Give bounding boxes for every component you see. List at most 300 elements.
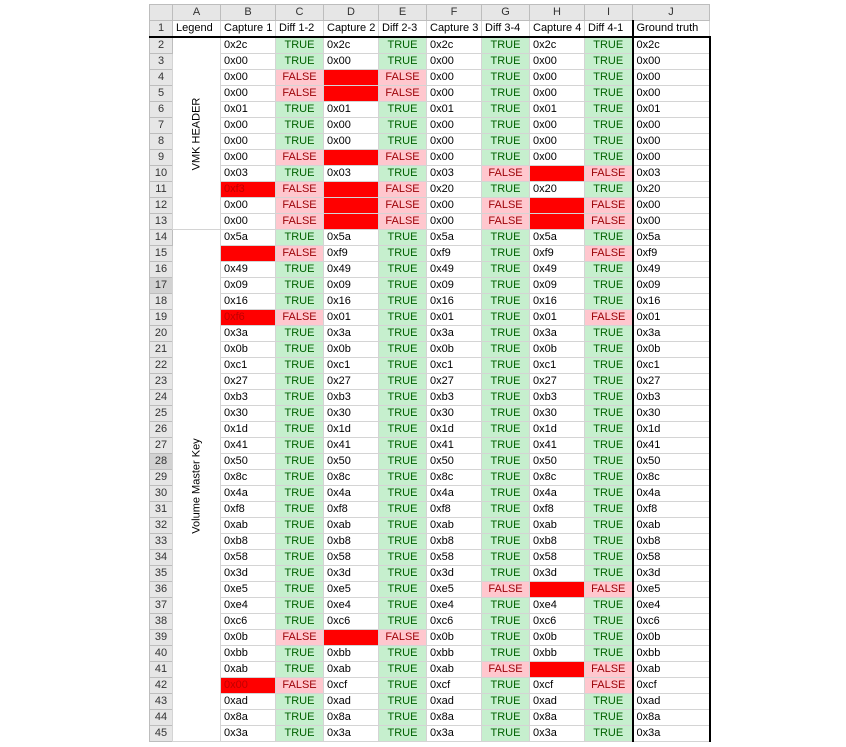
row-number[interactable]: 23 — [150, 374, 173, 390]
capture-4-cell[interactable]: 0x49 — [530, 262, 585, 278]
capture-3-cell[interactable]: 0xad — [427, 694, 482, 710]
diff-1-2-cell[interactable]: TRUE — [276, 294, 324, 310]
column-header[interactable]: E — [379, 5, 427, 21]
diff-2-3-cell[interactable]: TRUE — [379, 438, 427, 454]
capture-4-cell[interactable]: 0xbb — [530, 646, 585, 662]
row-number[interactable]: 5 — [150, 86, 173, 102]
diff-1-2-cell[interactable]: TRUE — [276, 710, 324, 726]
diff-4-1-cell[interactable]: TRUE — [585, 630, 633, 646]
diff-2-3-cell[interactable]: TRUE — [379, 678, 427, 694]
ground-truth-cell[interactable]: 0xc1 — [633, 358, 710, 374]
diff-3-4-cell[interactable]: TRUE — [482, 566, 530, 582]
header-cell-capture-4[interactable]: Capture 4 — [530, 21, 585, 38]
diff-4-1-cell[interactable]: TRUE — [585, 294, 633, 310]
capture-2-cell[interactable]: 0xb8 — [324, 534, 379, 550]
row-number[interactable]: 8 — [150, 134, 173, 150]
diff-4-1-cell[interactable]: TRUE — [585, 358, 633, 374]
diff-4-1-cell[interactable]: FALSE — [585, 582, 633, 598]
ground-truth-cell[interactable]: 0x00 — [633, 150, 710, 166]
capture-3-cell[interactable]: 0x3d — [427, 566, 482, 582]
capture-4-cell[interactable]: 0x41 — [530, 438, 585, 454]
capture-3-cell[interactable]: 0x03 — [427, 166, 482, 182]
diff-4-1-cell[interactable]: TRUE — [585, 230, 633, 246]
diff-4-1-cell[interactable]: FALSE — [585, 214, 633, 230]
capture-2-cell[interactable]: 0xb3 — [324, 390, 379, 406]
capture-3-cell[interactable]: 0x50 — [427, 454, 482, 470]
row-number[interactable]: 32 — [150, 518, 173, 534]
capture-1-cell[interactable]: 0x00 — [221, 118, 276, 134]
capture-1-cell[interactable]: 0x49 — [221, 262, 276, 278]
ground-truth-cell[interactable]: 0x00 — [633, 198, 710, 214]
diff-3-4-cell[interactable]: TRUE — [482, 438, 530, 454]
capture-1-cell[interactable]: 0xab — [221, 518, 276, 534]
diff-3-4-cell[interactable]: TRUE — [482, 37, 530, 54]
capture-2-cell[interactable] — [324, 86, 379, 102]
ground-truth-cell[interactable]: 0x0b — [633, 630, 710, 646]
diff-2-3-cell[interactable]: TRUE — [379, 614, 427, 630]
row-number[interactable]: 41 — [150, 662, 173, 678]
ground-truth-cell[interactable]: 0x09 — [633, 278, 710, 294]
row-number[interactable]: 37 — [150, 598, 173, 614]
diff-4-1-cell[interactable]: TRUE — [585, 614, 633, 630]
ground-truth-cell[interactable]: 0x3d — [633, 566, 710, 582]
capture-3-cell[interactable]: 0x41 — [427, 438, 482, 454]
diff-3-4-cell[interactable]: TRUE — [482, 726, 530, 742]
diff-2-3-cell[interactable]: TRUE — [379, 550, 427, 566]
capture-2-cell[interactable]: 0x09 — [324, 278, 379, 294]
capture-2-cell[interactable]: 0x00 — [324, 118, 379, 134]
capture-2-cell[interactable]: 0xcf — [324, 678, 379, 694]
diff-4-1-cell[interactable]: TRUE — [585, 454, 633, 470]
capture-4-cell[interactable]: 0x2c — [530, 37, 585, 54]
header-cell-legend[interactable]: Legend — [173, 21, 221, 38]
capture-2-cell[interactable]: 0xc1 — [324, 358, 379, 374]
capture-4-cell[interactable]: 0x1d — [530, 422, 585, 438]
capture-4-cell[interactable]: 0x30 — [530, 406, 585, 422]
capture-1-cell[interactable]: 0x50 — [221, 454, 276, 470]
diff-3-4-cell[interactable]: TRUE — [482, 550, 530, 566]
column-header[interactable]: H — [530, 5, 585, 21]
capture-1-cell[interactable]: 0x09 — [221, 278, 276, 294]
capture-1-cell[interactable]: 0x8a — [221, 710, 276, 726]
capture-1-cell[interactable]: 0xc1 — [221, 358, 276, 374]
capture-3-cell[interactable]: 0x8c — [427, 470, 482, 486]
diff-2-3-cell[interactable]: TRUE — [379, 566, 427, 582]
diff-4-1-cell[interactable]: TRUE — [585, 598, 633, 614]
diff-3-4-cell[interactable]: TRUE — [482, 710, 530, 726]
diff-1-2-cell[interactable]: TRUE — [276, 726, 324, 742]
capture-3-cell[interactable]: 0x00 — [427, 70, 482, 86]
capture-3-cell[interactable]: 0x00 — [427, 150, 482, 166]
row-number[interactable]: 9 — [150, 150, 173, 166]
capture-3-cell[interactable]: 0xf8 — [427, 502, 482, 518]
capture-3-cell[interactable]: 0x27 — [427, 374, 482, 390]
diff-4-1-cell[interactable]: FALSE — [585, 246, 633, 262]
diff-4-1-cell[interactable]: FALSE — [585, 166, 633, 182]
diff-4-1-cell[interactable]: FALSE — [585, 678, 633, 694]
row-number[interactable]: 43 — [150, 694, 173, 710]
capture-2-cell[interactable]: 0x2c — [324, 37, 379, 54]
capture-1-cell[interactable]: 0x3d — [221, 566, 276, 582]
ground-truth-cell[interactable]: 0x00 — [633, 134, 710, 150]
header-cell-diff-3-4[interactable]: Diff 3-4 — [482, 21, 530, 38]
capture-4-cell[interactable] — [530, 166, 585, 182]
diff-2-3-cell[interactable]: TRUE — [379, 406, 427, 422]
capture-3-cell[interactable]: 0x00 — [427, 214, 482, 230]
capture-1-cell[interactable]: 0xf6 — [221, 310, 276, 326]
capture-1-cell[interactable]: 0x0b — [221, 342, 276, 358]
diff-3-4-cell[interactable]: TRUE — [482, 310, 530, 326]
diff-4-1-cell[interactable]: TRUE — [585, 486, 633, 502]
capture-4-cell[interactable]: 0x00 — [530, 134, 585, 150]
diff-1-2-cell[interactable]: TRUE — [276, 262, 324, 278]
row-number[interactable]: 19 — [150, 310, 173, 326]
diff-4-1-cell[interactable]: TRUE — [585, 726, 633, 742]
ground-truth-cell[interactable]: 0xf9 — [633, 246, 710, 262]
row-number[interactable]: 18 — [150, 294, 173, 310]
diff-4-1-cell[interactable]: TRUE — [585, 694, 633, 710]
capture-2-cell[interactable] — [324, 630, 379, 646]
capture-2-cell[interactable]: 0x49 — [324, 262, 379, 278]
diff-4-1-cell[interactable]: TRUE — [585, 390, 633, 406]
diff-4-1-cell[interactable]: TRUE — [585, 150, 633, 166]
row-number[interactable]: 24 — [150, 390, 173, 406]
diff-1-2-cell[interactable]: TRUE — [276, 278, 324, 294]
capture-3-cell[interactable]: 0x5a — [427, 230, 482, 246]
capture-2-cell[interactable]: 0xab — [324, 518, 379, 534]
capture-4-cell[interactable]: 0x09 — [530, 278, 585, 294]
diff-1-2-cell[interactable]: TRUE — [276, 358, 324, 374]
diff-2-3-cell[interactable]: TRUE — [379, 166, 427, 182]
ground-truth-cell[interactable]: 0x5a — [633, 230, 710, 246]
capture-2-cell[interactable]: 0x3a — [324, 326, 379, 342]
capture-4-cell[interactable]: 0x0b — [530, 342, 585, 358]
diff-4-1-cell[interactable]: TRUE — [585, 70, 633, 86]
capture-4-cell[interactable]: 0x4a — [530, 486, 585, 502]
capture-2-cell[interactable]: 0xf9 — [324, 246, 379, 262]
capture-1-cell[interactable]: 0x00 — [221, 70, 276, 86]
diff-2-3-cell[interactable]: TRUE — [379, 118, 427, 134]
diff-3-4-cell[interactable]: TRUE — [482, 278, 530, 294]
diff-2-3-cell[interactable]: FALSE — [379, 70, 427, 86]
diff-1-2-cell[interactable]: TRUE — [276, 486, 324, 502]
row-number[interactable]: 4 — [150, 70, 173, 86]
row-number[interactable]: 11 — [150, 182, 173, 198]
row-number[interactable]: 26 — [150, 422, 173, 438]
diff-2-3-cell[interactable]: TRUE — [379, 582, 427, 598]
capture-1-cell[interactable]: 0x58 — [221, 550, 276, 566]
diff-4-1-cell[interactable]: TRUE — [585, 102, 633, 118]
diff-4-1-cell[interactable]: TRUE — [585, 118, 633, 134]
ground-truth-cell[interactable]: 0xb3 — [633, 390, 710, 406]
capture-1-cell[interactable]: 0xb3 — [221, 390, 276, 406]
row-number[interactable]: 31 — [150, 502, 173, 518]
diff-1-2-cell[interactable]: TRUE — [276, 342, 324, 358]
capture-3-cell[interactable]: 0xc1 — [427, 358, 482, 374]
diff-3-4-cell[interactable]: TRUE — [482, 358, 530, 374]
diff-3-4-cell[interactable]: TRUE — [482, 118, 530, 134]
capture-1-cell[interactable] — [221, 246, 276, 262]
diff-1-2-cell[interactable]: TRUE — [276, 54, 324, 70]
capture-1-cell[interactable]: 0x30 — [221, 406, 276, 422]
column-header[interactable]: A — [173, 5, 221, 21]
diff-4-1-cell[interactable]: TRUE — [585, 566, 633, 582]
capture-4-cell[interactable]: 0xcf — [530, 678, 585, 694]
diff-2-3-cell[interactable]: FALSE — [379, 630, 427, 646]
capture-3-cell[interactable]: 0xc6 — [427, 614, 482, 630]
row-number[interactable]: 40 — [150, 646, 173, 662]
ground-truth-cell[interactable]: 0x00 — [633, 86, 710, 102]
capture-1-cell[interactable]: 0x3a — [221, 326, 276, 342]
diff-4-1-cell[interactable]: TRUE — [585, 262, 633, 278]
row-number[interactable]: 27 — [150, 438, 173, 454]
row-number[interactable]: 29 — [150, 470, 173, 486]
ground-truth-cell[interactable]: 0x01 — [633, 310, 710, 326]
ground-truth-cell[interactable]: 0x00 — [633, 214, 710, 230]
column-header[interactable]: J — [633, 5, 710, 21]
capture-2-cell[interactable]: 0xf8 — [324, 502, 379, 518]
capture-3-cell[interactable]: 0x3a — [427, 326, 482, 342]
column-header[interactable]: B — [221, 5, 276, 21]
diff-2-3-cell[interactable]: TRUE — [379, 358, 427, 374]
diff-1-2-cell[interactable]: FALSE — [276, 678, 324, 694]
capture-2-cell[interactable]: 0xbb — [324, 646, 379, 662]
capture-4-cell[interactable]: 0x01 — [530, 310, 585, 326]
capture-3-cell[interactable]: 0x4a — [427, 486, 482, 502]
diff-2-3-cell[interactable]: TRUE — [379, 134, 427, 150]
capture-1-cell[interactable]: 0x00 — [221, 134, 276, 150]
capture-3-cell[interactable]: 0x30 — [427, 406, 482, 422]
diff-4-1-cell[interactable]: TRUE — [585, 422, 633, 438]
capture-4-cell[interactable]: 0x3a — [530, 326, 585, 342]
diff-4-1-cell[interactable]: TRUE — [585, 534, 633, 550]
diff-1-2-cell[interactable]: TRUE — [276, 134, 324, 150]
diff-4-1-cell[interactable]: TRUE — [585, 550, 633, 566]
capture-1-cell[interactable]: 0x41 — [221, 438, 276, 454]
diff-2-3-cell[interactable]: TRUE — [379, 390, 427, 406]
diff-3-4-cell[interactable]: TRUE — [482, 294, 530, 310]
diff-1-2-cell[interactable]: TRUE — [276, 406, 324, 422]
diff-2-3-cell[interactable]: TRUE — [379, 262, 427, 278]
diff-1-2-cell[interactable]: FALSE — [276, 70, 324, 86]
ground-truth-cell[interactable]: 0x3a — [633, 326, 710, 342]
capture-2-cell[interactable]: 0x16 — [324, 294, 379, 310]
diff-1-2-cell[interactable]: TRUE — [276, 454, 324, 470]
row-number[interactable]: 21 — [150, 342, 173, 358]
diff-3-4-cell[interactable]: TRUE — [482, 486, 530, 502]
capture-3-cell[interactable]: 0x20 — [427, 182, 482, 198]
diff-4-1-cell[interactable]: TRUE — [585, 502, 633, 518]
ground-truth-cell[interactable]: 0xab — [633, 518, 710, 534]
capture-3-cell[interactable]: 0x49 — [427, 262, 482, 278]
capture-2-cell[interactable] — [324, 214, 379, 230]
diff-2-3-cell[interactable]: TRUE — [379, 518, 427, 534]
ground-truth-cell[interactable]: 0x00 — [633, 54, 710, 70]
diff-2-3-cell[interactable]: TRUE — [379, 422, 427, 438]
capture-1-cell[interactable]: 0x00 — [221, 150, 276, 166]
ground-truth-cell[interactable]: 0x20 — [633, 182, 710, 198]
diff-2-3-cell[interactable]: FALSE — [379, 182, 427, 198]
capture-2-cell[interactable] — [324, 150, 379, 166]
header-cell-capture-2[interactable]: Capture 2 — [324, 21, 379, 38]
capture-4-cell[interactable]: 0x00 — [530, 70, 585, 86]
ground-truth-cell[interactable]: 0x0b — [633, 342, 710, 358]
capture-4-cell[interactable]: 0x8a — [530, 710, 585, 726]
diff-4-1-cell[interactable]: TRUE — [585, 470, 633, 486]
capture-4-cell[interactable]: 0xad — [530, 694, 585, 710]
legend-volume-master-key[interactable] — [173, 230, 221, 742]
capture-3-cell[interactable]: 0x00 — [427, 134, 482, 150]
capture-4-cell[interactable]: 0x00 — [530, 86, 585, 102]
capture-3-cell[interactable]: 0xb3 — [427, 390, 482, 406]
diff-1-2-cell[interactable]: FALSE — [276, 246, 324, 262]
diff-3-4-cell[interactable]: TRUE — [482, 134, 530, 150]
column-header[interactable]: F — [427, 5, 482, 21]
row-number[interactable]: 30 — [150, 486, 173, 502]
ground-truth-cell[interactable]: 0xb8 — [633, 534, 710, 550]
capture-1-cell[interactable]: 0x00 — [221, 54, 276, 70]
diff-1-2-cell[interactable]: TRUE — [276, 230, 324, 246]
capture-4-cell[interactable]: 0x27 — [530, 374, 585, 390]
capture-4-cell[interactable]: 0xf8 — [530, 502, 585, 518]
capture-3-cell[interactable]: 0x09 — [427, 278, 482, 294]
capture-3-cell[interactable]: 0x2c — [427, 37, 482, 54]
capture-2-cell[interactable]: 0x5a — [324, 230, 379, 246]
capture-1-cell[interactable]: 0x1d — [221, 422, 276, 438]
diff-2-3-cell[interactable]: TRUE — [379, 598, 427, 614]
row-number[interactable]: 36 — [150, 582, 173, 598]
capture-3-cell[interactable]: 0xe4 — [427, 598, 482, 614]
diff-4-1-cell[interactable]: TRUE — [585, 326, 633, 342]
diff-3-4-cell[interactable]: FALSE — [482, 582, 530, 598]
capture-1-cell[interactable]: 0xf3 — [221, 182, 276, 198]
capture-2-cell[interactable]: 0xc6 — [324, 614, 379, 630]
capture-4-cell[interactable]: 0x20 — [530, 182, 585, 198]
diff-1-2-cell[interactable]: TRUE — [276, 518, 324, 534]
diff-3-4-cell[interactable]: TRUE — [482, 614, 530, 630]
diff-3-4-cell[interactable]: TRUE — [482, 694, 530, 710]
capture-4-cell[interactable]: 0x5a — [530, 230, 585, 246]
capture-2-cell[interactable]: 0xad — [324, 694, 379, 710]
capture-3-cell[interactable]: 0x16 — [427, 294, 482, 310]
ground-truth-cell[interactable]: 0xcf — [633, 678, 710, 694]
capture-4-cell[interactable] — [530, 582, 585, 598]
ground-truth-cell[interactable]: 0x03 — [633, 166, 710, 182]
diff-1-2-cell[interactable]: TRUE — [276, 502, 324, 518]
capture-2-cell[interactable]: 0x03 — [324, 166, 379, 182]
capture-2-cell[interactable] — [324, 182, 379, 198]
diff-2-3-cell[interactable]: TRUE — [379, 694, 427, 710]
ground-truth-cell[interactable]: 0xe4 — [633, 598, 710, 614]
diff-2-3-cell[interactable]: TRUE — [379, 246, 427, 262]
ground-truth-cell[interactable]: 0x00 — [633, 118, 710, 134]
capture-4-cell[interactable]: 0xf9 — [530, 246, 585, 262]
diff-1-2-cell[interactable]: TRUE — [276, 582, 324, 598]
capture-3-cell[interactable]: 0xcf — [427, 678, 482, 694]
capture-2-cell[interactable]: 0x1d — [324, 422, 379, 438]
row-number[interactable]: 39 — [150, 630, 173, 646]
diff-3-4-cell[interactable]: TRUE — [482, 470, 530, 486]
ground-truth-cell[interactable]: 0x16 — [633, 294, 710, 310]
capture-4-cell[interactable] — [530, 198, 585, 214]
diff-4-1-cell[interactable]: FALSE — [585, 198, 633, 214]
capture-1-cell[interactable]: 0x8c — [221, 470, 276, 486]
diff-4-1-cell[interactable]: FALSE — [585, 310, 633, 326]
column-header[interactable]: G — [482, 5, 530, 21]
capture-2-cell[interactable] — [324, 198, 379, 214]
diff-2-3-cell[interactable]: TRUE — [379, 470, 427, 486]
capture-4-cell[interactable]: 0x16 — [530, 294, 585, 310]
diff-2-3-cell[interactable]: FALSE — [379, 150, 427, 166]
diff-4-1-cell[interactable]: TRUE — [585, 374, 633, 390]
ground-truth-cell[interactable]: 0x3a — [633, 726, 710, 742]
capture-4-cell[interactable] — [530, 662, 585, 678]
capture-4-cell[interactable]: 0x00 — [530, 150, 585, 166]
ground-truth-cell[interactable]: 0x30 — [633, 406, 710, 422]
diff-3-4-cell[interactable]: TRUE — [482, 374, 530, 390]
ground-truth-cell[interactable]: 0xad — [633, 694, 710, 710]
capture-1-cell[interactable]: 0xc6 — [221, 614, 276, 630]
capture-1-cell[interactable]: 0xb8 — [221, 534, 276, 550]
diff-3-4-cell[interactable]: FALSE — [482, 662, 530, 678]
diff-1-2-cell[interactable]: FALSE — [276, 198, 324, 214]
ground-truth-cell[interactable]: 0xf8 — [633, 502, 710, 518]
capture-2-cell[interactable]: 0x3d — [324, 566, 379, 582]
header-cell-diff-1-2[interactable]: Diff 1-2 — [276, 21, 324, 38]
capture-3-cell[interactable]: 0xf9 — [427, 246, 482, 262]
diff-2-3-cell[interactable]: TRUE — [379, 534, 427, 550]
diff-3-4-cell[interactable]: FALSE — [482, 166, 530, 182]
diff-3-4-cell[interactable]: TRUE — [482, 102, 530, 118]
capture-4-cell[interactable]: 0x0b — [530, 630, 585, 646]
capture-2-cell[interactable]: 0x27 — [324, 374, 379, 390]
capture-2-cell[interactable]: 0x00 — [324, 134, 379, 150]
ground-truth-cell[interactable]: 0x4a — [633, 486, 710, 502]
capture-3-cell[interactable]: 0x01 — [427, 310, 482, 326]
diff-4-1-cell[interactable]: TRUE — [585, 710, 633, 726]
capture-3-cell[interactable]: 0x58 — [427, 550, 482, 566]
diff-4-1-cell[interactable]: TRUE — [585, 438, 633, 454]
capture-1-cell[interactable]: 0x4a — [221, 486, 276, 502]
row-number[interactable]: 1 — [150, 21, 173, 38]
diff-4-1-cell[interactable]: TRUE — [585, 54, 633, 70]
diff-4-1-cell[interactable]: TRUE — [585, 406, 633, 422]
ground-truth-cell[interactable]: 0x41 — [633, 438, 710, 454]
row-number[interactable]: 14 — [150, 230, 173, 246]
diff-1-2-cell[interactable]: TRUE — [276, 550, 324, 566]
diff-1-2-cell[interactable]: TRUE — [276, 166, 324, 182]
capture-2-cell[interactable]: 0x4a — [324, 486, 379, 502]
capture-3-cell[interactable]: 0x01 — [427, 102, 482, 118]
diff-1-2-cell[interactable]: FALSE — [276, 630, 324, 646]
diff-2-3-cell[interactable]: TRUE — [379, 326, 427, 342]
diff-2-3-cell[interactable]: TRUE — [379, 502, 427, 518]
diff-1-2-cell[interactable]: TRUE — [276, 614, 324, 630]
capture-4-cell[interactable]: 0xb8 — [530, 534, 585, 550]
ground-truth-cell[interactable]: 0x1d — [633, 422, 710, 438]
diff-2-3-cell[interactable]: TRUE — [379, 230, 427, 246]
header-cell-capture-1[interactable]: Capture 1 — [221, 21, 276, 38]
diff-3-4-cell[interactable]: TRUE — [482, 454, 530, 470]
row-number[interactable]: 16 — [150, 262, 173, 278]
row-number[interactable]: 20 — [150, 326, 173, 342]
diff-1-2-cell[interactable]: TRUE — [276, 694, 324, 710]
capture-3-cell[interactable]: 0xab — [427, 518, 482, 534]
capture-1-cell[interactable]: 0x00 — [221, 198, 276, 214]
capture-3-cell[interactable]: 0x8a — [427, 710, 482, 726]
header-cell-capture-3[interactable]: Capture 3 — [427, 21, 482, 38]
diff-4-1-cell[interactable]: TRUE — [585, 342, 633, 358]
